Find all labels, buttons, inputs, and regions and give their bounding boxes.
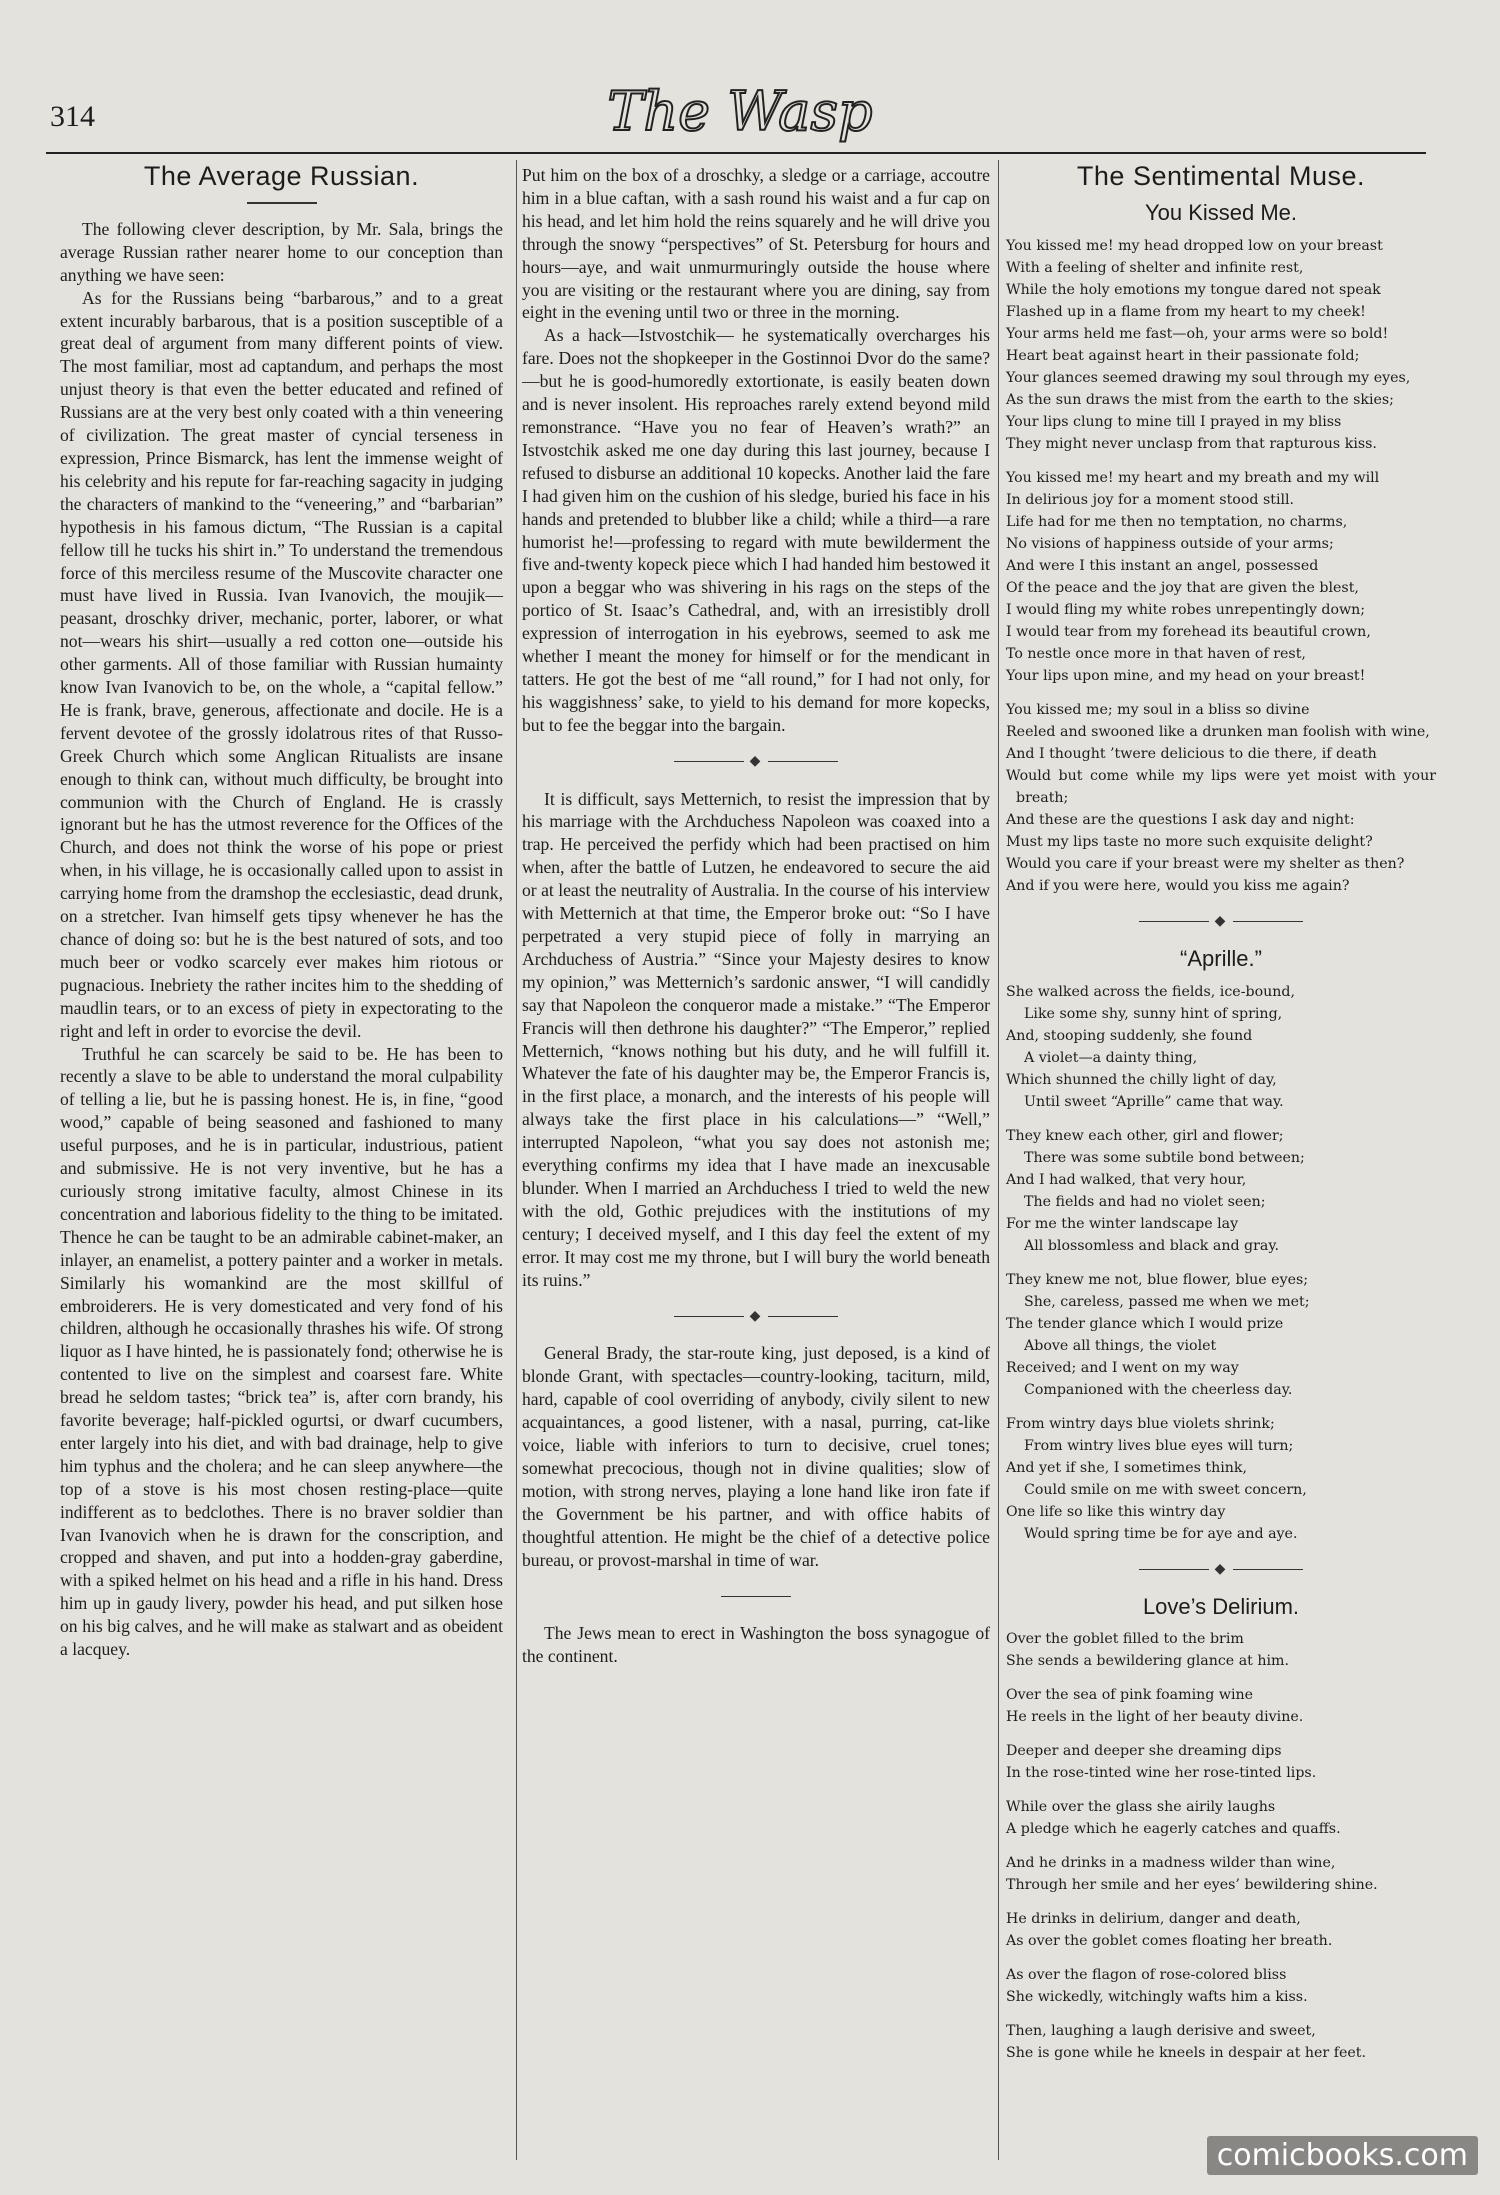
poem-line: She is gone while he kneels in despair at her feet. — [1006, 2045, 1366, 2062]
poem-line: She, careless, passed me when we met; — [1024, 1293, 1310, 1310]
poem-line: Above all things, the violet — [1024, 1337, 1217, 1354]
section-ornament — [522, 1585, 990, 1608]
poem-line: From wintry lives blue eyes will turn; — [1024, 1437, 1294, 1454]
poem-line: Must my lips taste no more such exquisite delight? — [1006, 833, 1373, 850]
poem-line: And, stooping suddenly, she found — [1006, 1027, 1253, 1044]
poem-line: Your lips upon mine, and my head on your breast! — [1006, 667, 1366, 684]
poem-line: The fields and had no violet seen; — [1024, 1193, 1266, 1210]
article-title: The Average Russian. — [143, 161, 420, 191]
poem-line: Reeled and swooned like a drunken man foolish with wine, — [1006, 723, 1430, 740]
poem-line: Heart beat against heart in their passionate fold; — [1006, 347, 1360, 364]
section-title: The Sentimental Muse. — [1076, 161, 1366, 191]
stanza — [1006, 1740, 1436, 1784]
poem-line: Over the sea of pink foaming wine — [1006, 1687, 1254, 1704]
poem-line: They knew me not, blue flower, blue eyes; — [1006, 1271, 1309, 1288]
poem-line: Over the goblet filled to the brim — [1006, 1631, 1244, 1648]
header-rule — [46, 152, 1426, 154]
section-ornament: ◆ — [1006, 1559, 1436, 1582]
section-ornament: ◆ — [1006, 911, 1436, 934]
synagogue-note — [522, 1622, 990, 1668]
poem-line: There was some subtile bond between; — [1024, 1149, 1305, 1166]
poem-line: I would fling my white robes unrepentingly down; — [1006, 601, 1366, 618]
poem-line: I would tear from my forehead its beautiful crown, — [1006, 623, 1371, 640]
stanza — [1006, 1684, 1436, 1728]
poem-line: Your arms held me fast—oh, your arms were so bold! — [1006, 325, 1389, 342]
paragraph: As for the Russians being “barbarous,” and to a great extent incurably barbarous, that is a position susceptible of a great deal of argument from many different points of view. The most familiar, most ad captandum, and perhaps the most unjust theory is that even the better educated and refined of Russians are at the very best only coated with a thin veneering of civilization. The great master of cyncial terseness in expression, Prince Bismarck, has lent the immense weight of his celebrity and his repute for far-reaching sagacity in judging the characters of mankind to the “veneering,” and “barbarian” hypothesis in his famous dictum, “The Russian is a capital fellow till he tucks his shirt in.” To understand the tremendous force of this merciless resume of the Muscovite character one must have lived in Russia. Ivan Ivanovich, the moujik—peasant, droschky driver, mechanic, porter, laborer, or what not—wears his shirt—usually a red cotton one—outside his other garments. All of those familiar with Russian humainty know Ivan Ivanovich to be, on the whole, a “capital fellow.” He is frank, brave, generous, affectionate and docile. He is a fervent devotee of the grossly idolatrous rites of that Russo-Greek Church which some Anglican Ritualists are insane enough to think can, without much difficulty, be brought into communion with the Church of England. He is crassly ignorant but he has the utmost reverence for the Offices of the Church, and does not think the worse of his pope or priest when, in his village, he is occasionally called upon to assist in carrying home from the dramshop the ecclesiastic, dead drunk, on a stretcher. Ivan himself gets tipsy whenever he has the chance of doing so: but he is the best natured of sots, and too much beer or vodko scarcely ever makes him riotous or pugnacious. Inebriety the rather incites him to the shedding of maudlin tears, or to an excess of piety in expectorating to the right and left in order to evorcise the devil. — [60, 287, 503, 1041]
article-body — [60, 218, 503, 1661]
poem-line: She sends a bewildering glance at him. — [1006, 1653, 1290, 1670]
poem-line: You kissed me! my heart and my breath and my will — [1006, 469, 1380, 486]
poem-line: Flashed up in a flame from my heart to my cheek! — [1006, 303, 1366, 320]
poem-line: From wintry days blue violets shrink; — [1006, 1415, 1275, 1432]
poem-line: And I thought ’twere delicious to die there, if death — [1006, 745, 1377, 762]
poem-line: You kissed me! my head dropped low on your breast — [1006, 237, 1383, 254]
poem-line: And these are the questions I ask day and night: — [1006, 811, 1355, 828]
poem-line: Through her smile and her eyes’ bewildering shine. — [1006, 1877, 1378, 1894]
watermark: comicbooks.com — [1207, 2136, 1478, 2175]
poem-line: To nestle once more in that haven of rest, — [1006, 645, 1306, 662]
poem-title: “Aprille.” — [1180, 945, 1262, 971]
poem-line: She wickedly, witchingly wafts him a kiss. — [1006, 1989, 1308, 2006]
poem-line: Would but come while my lips were yet moist with your breath; — [1006, 767, 1436, 806]
poem-line: And I had walked, that very hour, — [1006, 1171, 1247, 1188]
stanza — [1006, 1269, 1436, 1401]
poem-line: And yet if she, I sometimes think, — [1006, 1459, 1248, 1476]
article-body — [522, 164, 990, 737]
poem-line: While the holy emotions my tongue dared not speak — [1006, 281, 1381, 298]
poem-line: While over the glass she airily laughs — [1006, 1799, 1276, 1816]
poem-line: A pledge which he eagerly catches and quaffs. — [1006, 1821, 1341, 1838]
poem-line: A violet—a dainty thing, — [1024, 1049, 1198, 1066]
poem-line: And were I this instant an angel, possessed — [1006, 557, 1319, 574]
masthead-logo — [590, 72, 890, 150]
poem-line: Of the peace and the joy that are given the blest, — [1006, 579, 1359, 596]
poem-line: Your glances seemed drawing my soul through my eyes, — [1006, 369, 1411, 386]
stanza — [1006, 1125, 1436, 1257]
poem-line: One life so like this wintry day — [1006, 1503, 1226, 1520]
poem-line: Like some shy, sunny hint of spring, — [1024, 1005, 1283, 1022]
poem-line: As over the flagon of rose-colored bliss — [1006, 1967, 1287, 1984]
column-3 — [1006, 161, 1436, 2076]
poem-line: The tender glance which I would prize — [1006, 1315, 1284, 1332]
paragraph: The Jews mean to erect in Washington the boss synagogue of the continent. — [522, 1623, 990, 1667]
poem-line: And if you were here, would you kiss me again? — [1006, 877, 1350, 894]
svg-text:The Wasp: The Wasp — [607, 80, 873, 143]
poem-loves-delirium — [1006, 1628, 1436, 2064]
poem-line: In the rose-tinted wine her rose-tinted lips. — [1006, 1765, 1317, 1782]
poem-you-kissed-me — [1006, 235, 1436, 897]
metternich-article — [522, 788, 990, 1292]
poem-line: As the sun draws the mist from the earth to the skies; — [1006, 391, 1394, 408]
paragraph: Put him on the box of a droschky, a sledge or a carriage, accoutre him in a blue caftan, with a sash round his waist and a fur cap on his head, and let him hold the reins squarely and he will drive you through the snowy “perspectives” of St. Petersburg for hours and hours—aye, and wait unmurmuringly outside the house where you are visiting or the restaurant where you are dining, say from eight in the evening until two or three in the morning. — [522, 165, 990, 323]
poem-line: No visions of happiness outside of your arms; — [1006, 535, 1334, 552]
section-ornament: ◆ — [522, 1306, 990, 1329]
stanza — [1006, 981, 1436, 1113]
column-1 — [60, 161, 503, 1661]
poem-line: In delirious joy for a moment stood still. — [1006, 491, 1295, 508]
poem-line: They knew each other, girl and flower; — [1006, 1127, 1284, 1144]
poem-line: All blossomless and black and gray. — [1024, 1237, 1280, 1254]
poem-line: Received; and I went on my way — [1006, 1359, 1239, 1376]
column-divider — [516, 160, 517, 2160]
poem-line: You kissed me; my soul in a bliss so divine — [1006, 701, 1310, 718]
stanza — [1006, 1628, 1436, 1672]
poem-line: She walked across the fields, ice-bound, — [1006, 983, 1295, 1000]
stanza — [1006, 1796, 1436, 1840]
poem-title: You Kissed Me. — [1144, 199, 1298, 225]
paragraph: General Brady, the star-route king, just deposed, is a kind of blonde Grant, with spectacles—country-looking, taciturn, mild, hard, capable of cool overriding of anybody, civily silent to new acquaintances, a good listener, with a nasal, purring, cat-like voice, liable with inferiors to turn to decisive, cruel tones; somewhat precocious, though not in divine qualities; slow of motion, with strong nerves, playing a lone hand like iron fate if the Government be his partner, and with office habits of thoughtful attention. He might be the chief of a detective police bureau, or provost-marshal in time of war. — [522, 1343, 990, 1570]
page-number: 314 — [50, 100, 95, 133]
stanza — [1006, 467, 1436, 687]
paragraph: Truthful he can scarcely be said to be. He has been to recently a slave to be able to understand the moral culpability of telling a lie, but he is passing honest. He is, in fine, “good wood,” capable of being seasoned and fashioned to many useful purposes, and he is in particular, industrious, patient and submissive. He is not very inventive, but he has a curiously strong imitative faculty, almost Chinese in its concentration and laborious fidelity to the thing to be imitated. Thence he can be taught to be an admirable cabinet-maker, an inlayer, an enamelist, a pottery painter and a worker in metals. Similarly his womankind are the most skillful of embroiderers. He is very domesticated and very fond of his children, although he occasionally thrashes his wife. Of strong liquor as I have hinted, he is passionately fond; otherwise he is contented to live on the simplest and coarsest fare. White bread he seldom tastes; “brick tea” is, after corn brandy, his favorite beverage; half-pickled ogurtsi, or dwarf cucumbers, enter largely into his diet, and with bad drainage, help to give him typhus and the cholera; and he can sleep anywhere—the top of a stove is his most chosen resting-place—quite indifferent as to bedclothes. There is no braver soldier than Ivan Ivanovich when he is drawn for the conscription, and cropped and shaven, and put into a hodden-gray gaberdine, with a spiked helmet on his head and a rifle in his hand. Dress him up in gaudy livery, powder his head, and put silken hose on his big calves, and he will make as stalwart and as obeident a lacquey. — [60, 1043, 503, 1660]
poem-aprille — [1006, 981, 1436, 1545]
stanza — [1006, 235, 1436, 455]
stanza — [1006, 1413, 1436, 1545]
poem-line: For me the winter landscape lay — [1006, 1215, 1239, 1232]
poem-line: Which shunned the chilly light of day, — [1006, 1071, 1277, 1088]
section-ornament: ◆ — [522, 751, 990, 774]
paragraph: As a hack—Istvostchik— he systematically overcharges his fare. Does not the shopkeeper in the Gostinnoi Dvor do the same?—but he is good-humoredly extortionate, is easily beaten down and is never insolent. His reproaches rarely extend beyond mild remonstrance. “Have you no fear of Heaven’s wrath?” an Istvostchik asked me one day during this last journey, because I refused to disburse an additional 10 kopecks. Another laid the fare I had given him on the cushion of his sledge, buried his face in his hands and pretended to blubber like a child; while a third—a rare humorist he!—professing to regard with mute bewilderment the five and-twenty kopeck piece which I had handed him bestowed it upon a beggar who was shivering in his rags on the steps of the portico of St. Isaac’s Cathedral, and, with an irresistibly droll expression of interrogation in his eyebrows, seemed to ask me whether I meant the money for himself or for the mendicant in tatters. He got the best of me “all round,” for I had not only, for his waggishness’ sake, to yield to his demand for more kopecks, but to fee the beggar into the bargain. — [522, 325, 990, 735]
brady-article — [522, 1342, 990, 1571]
poem-line: With a feeling of shelter and infinite rest, — [1006, 259, 1304, 276]
poem-line: Would spring time be for aye and aye. — [1024, 1525, 1298, 1542]
poem-line: Deeper and deeper she dreaming dips — [1006, 1743, 1282, 1760]
poem-title: Love’s Delirium. — [1142, 1593, 1300, 1619]
poem-line: He drinks in delirium, danger and death, — [1006, 1911, 1301, 1928]
poem-line: They might never unclasp from that rapturous kiss. — [1006, 435, 1377, 452]
column-2 — [522, 164, 990, 1668]
poem-line: And he drinks in a madness wilder than wine, — [1006, 1855, 1336, 1872]
stanza — [1006, 1908, 1436, 1952]
stanza — [1006, 699, 1436, 897]
poem-line: He reels in the light of her beauty divine. — [1006, 1709, 1304, 1726]
poem-line: Companioned with the cheerless day. — [1024, 1381, 1293, 1398]
paragraph: The following clever description, by Mr. Sala, brings the average Russian rather nearer home to our conception than anything we have seen: — [60, 218, 503, 285]
poem-line: Would you care if your breast were my shelter as then? — [1006, 855, 1405, 872]
poem-line: Your lips clung to mine till I prayed in my bliss — [1006, 413, 1342, 430]
poem-line: Life had for me then no temptation, no charms, — [1006, 513, 1348, 530]
poem-line: Until sweet “Aprille” came that way. — [1024, 1093, 1284, 1110]
poem-line: As over the goblet comes floating her breath. — [1006, 1933, 1333, 1950]
title-rule — [247, 202, 317, 204]
poem-line: Could smile on me with sweet concern, — [1024, 1481, 1307, 1498]
column-divider — [998, 160, 999, 2160]
poem-line: Then, laughing a laugh derisive and sweet, — [1006, 2023, 1316, 2040]
stanza — [1006, 2020, 1436, 2064]
stanza — [1006, 1852, 1436, 1896]
paragraph: It is difficult, says Metternich, to resist the impression that by his marriage with the Archduchess Napoleon was coaxed into a trap. He perceived the perfidy which had been practised on him when, after the battle of Lutzen, he endeavored to secure the aid or at least the neutrality of Australia. In the course of his interview with Metternich at that time, the Emperor broke out: “So I have perpetrated a very stupid piece of folly in marrying an Archduchess of Austria.” “Since your Majesty desires to know my opinion,” was Metternich’s sardonic answer, “I will candidly say that Napoleon the conqueror made a mistake.” “The Emperor Francis will then dethrone his daughter?” “The Emperor,” replied Metternich, “knows nothing but his duty, and he will fulfill it. Whatever the fate of his daughter may be, the Emperor Francis is, in the first place, a monarch, and the interests of his people will always take the first place in his calculations—” “Well,” interrupted Napoleon, “what you say does not astonish me; everything confirms my idea that I have made an inexcusable blunder. When I married an Archduchess I tried to weld the new with the old, Gothic prejudices with the institutions of my century; I deceived myself, and I this day feel the extent of my error. It may cost me my throne, but I will bury the world beneath its ruins.” — [522, 788, 990, 1290]
stanza — [1006, 1964, 1436, 2008]
